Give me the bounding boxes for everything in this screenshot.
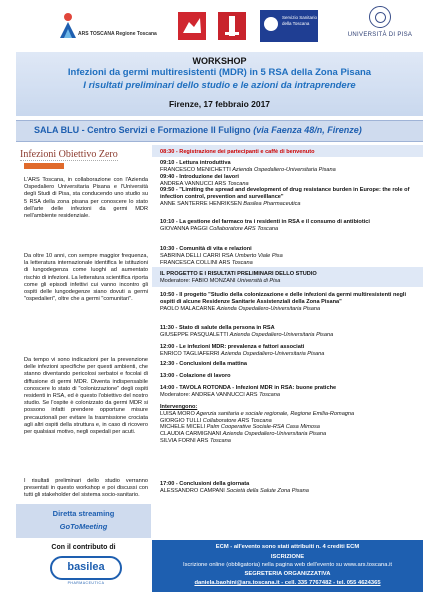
ecm-footer: [152, 540, 423, 592]
program-item-title: 11:30 - Stato di salute della persona in RSA: [160, 325, 275, 331]
contribution-label: Con il contributo di: [51, 544, 116, 551]
program-item-speaker: [160, 306, 422, 313]
program-item-speaker: [160, 411, 422, 418]
speaker-affiliation: Azienda Ospedaliero-Universitaria Pisana: [221, 431, 327, 438]
title-block: [16, 52, 423, 116]
program-item-speaker: [160, 351, 422, 358]
speaker-name: ALESSANDRO CAMPANI: [160, 487, 225, 494]
program-item: [160, 344, 422, 358]
speaker-affiliation: Toscana: [257, 391, 281, 398]
program-item: [160, 481, 422, 495]
program-item-speaker: [160, 167, 422, 174]
speaker-affiliation: Toscana: [230, 259, 253, 266]
program-item-title: Intervengono:: [160, 404, 198, 410]
speaker-affiliation: Umberto Viale Pisa: [233, 252, 283, 259]
iz-title: Infezioni Obiettivo Zero: [20, 149, 118, 160]
speaker-name: ANNE SANTERRE HENRIKSEN: [160, 200, 242, 207]
venue-name: SALA BLU - Centro Servizi e Formazione Il Fuligno: [34, 125, 251, 135]
sst-label: Servizio Sanitario della Toscana: [282, 15, 318, 26]
program-item-title: 13:00 - Colazione di lavoro: [160, 373, 231, 379]
event-date: Firenze, 17 febbraio 2017: [168, 99, 271, 109]
program-item: [160, 404, 422, 445]
program-item-title: 14:00 - TAVOLA ROTONDA - Infezioni MDR in RSA: buone pratiche: [160, 385, 337, 391]
speaker-affiliation: Toscana: [208, 437, 231, 444]
logo-strip: [0, 0, 439, 52]
iz-subtitle-badge: [24, 163, 64, 169]
intro-paragraph-3: Da tempo vi sono indicazioni per la prevenzione delle infezioni specifiche per questi ambienti, che stanno diventando pericolosi serbatoi e focolai di diffusione di germi MDR. Diventa indispensabile conoscere lo stato di "colonizzazione" degli ospiti residenti in RSA, ed è questo l'obiettivo del nostro studio. Se l'ospite è colonizzato da germi MDR si possono infatti prendere opportune misure precauzionali per evitare la trasmissione crociata agli altri ospiti della struttura e, in caso di ricovero per qualsiasi motivo, negli ospedali per acuti.: [24, 357, 148, 436]
tower-icon: [218, 12, 246, 40]
speaker-name: SILVIA FORNI ARS: [160, 437, 209, 444]
program-item-speaker: [160, 260, 422, 267]
event-subtitle: I risultati preliminari dello studio e le azioni da intraprendere: [83, 80, 356, 91]
unipi-seal-icon: [369, 6, 391, 28]
speaker-affiliation: Agenzia sanitaria e sociale regionale, Regione Emilia-Romagna: [194, 410, 355, 417]
speaker-name: GIOVANNA PAGGI: [160, 225, 208, 232]
program-item-title: 17:00 - Conclusioni della giornata: [160, 481, 250, 487]
program-item: [160, 187, 422, 207]
pegasus-icon: [178, 12, 206, 40]
aoup-red-logo: [218, 12, 246, 40]
venue-address: (via Faenza 48/n, Firenze): [253, 125, 362, 135]
basilea-logo: [50, 556, 122, 580]
secretariat-contact[interactable]: daniela.baohini@ars.toscana.it - cell. 335 7767482 - tel. 055 4624365: [194, 580, 381, 586]
program-item-title: 10:30 - Comunità di vita e relazioni: [160, 246, 252, 252]
speaker-affiliation: Azienda Ospedaliero-Universitaria Pisana: [228, 331, 334, 338]
program-item-speaker: [160, 253, 422, 260]
speaker-affiliation: Palm Cooperative Sociale-RSA Casa Mimosa: [205, 424, 320, 431]
program-item: [160, 219, 422, 233]
speaker-affiliation: Basilea Pharmaceutica: [241, 200, 301, 207]
program-item-title: 09:40 - Introduzione dei lavori: [160, 174, 239, 180]
speaker-name: PAOLO MALACARNE: [160, 305, 216, 312]
streaming-platform: GoToMeeting: [59, 522, 108, 531]
intro-paragraph-1: L'ARS Toscana, in collaborazione con l'Azienda Ospedaliero Universitaria Pisana e l'Università degli Studi di Pisa, sta conducendo uno studio su 5 RSA della zona pisana per conoscere lo stato dell'arte delle infezioni da germi MDR nell'ambiente residenziale.: [24, 177, 148, 220]
sst-blue-logo: [260, 10, 318, 42]
program-item: [160, 246, 422, 266]
speaker-affiliation: Collaboratore ARS Toscana: [207, 225, 279, 232]
unipi-logo: [345, 6, 415, 46]
program-item: [160, 160, 422, 174]
program-item-speaker: [160, 431, 422, 438]
program-item-title: 12:30 - Conclusioni della mattina: [160, 361, 248, 367]
streaming-label: Diretta streaming: [52, 509, 115, 518]
speaker-name: LUISA MORO: [160, 410, 195, 417]
basilea-brand: basilea: [67, 561, 105, 573]
speaker-affiliation: Collaboratore ARS Toscana: [201, 417, 272, 424]
registration-heading: ISCRIZIONE: [270, 554, 305, 560]
program-item-speaker: [160, 488, 422, 495]
intro-paragraph-4: I risultati preliminari dello studio verranno presentati in questo workshop e poi discussi con tutti gli stakeholder del sistema socio-sanitario.: [24, 478, 148, 499]
program-item-title: 08:30 - Registrazione dei partecipanti e caffè di benvenuto: [160, 149, 315, 155]
speaker-affiliation: Azienda Ospedaliero-Universitaria Pisana: [219, 350, 325, 357]
speaker-name: Moderatore: ANDREA VANNUCCI ARS: [160, 391, 258, 398]
speaker-name: ENRICO TAGLIAFERRI: [160, 350, 220, 357]
ecm-credits: ECM - all'evento sono stati attribuiti n. 4 crediti ECM: [215, 544, 360, 550]
program-item-title: 10:10 - La gestione del farmaco tra i residenti in RSA e il consumo di antibiotici: [160, 219, 370, 225]
program-item-speaker: [160, 424, 422, 431]
secretariat-heading: SEGRETERIA ORGANIZZATIVA: [244, 571, 331, 577]
program-item-speaker: [160, 392, 422, 399]
speaker-name: CLAUDIA CARMIGNANI: [160, 431, 222, 438]
program-item-speaker: [160, 332, 422, 339]
speaker-affiliation: Azienda Ospedaliero-Universitaria Pisana: [215, 305, 321, 312]
speaker-name: GIORGIO TULLI: [160, 417, 202, 424]
speaker-affiliation: Azienda Ospedaliero-Universitaria Pisana: [230, 166, 336, 173]
intro-paragraph-2: Da oltre 10 anni, con sempre maggior frequenza, la letteratura internazionale identifica le istituzioni di lungodegenza come luoghi ad aumentato rischio di infezioni. La letteratura scientifica riporta come gli episodi infettivi cui vanno incontro gli ospiti delle lungodegenze siano dovuti a germi "ospedalieri", oltre che a germi "comunitari".: [24, 253, 148, 303]
speaker-name: MICHELE MICELI: [160, 424, 206, 431]
program-item-speaker: [160, 226, 422, 233]
speaker-name: GIUSEPPE PASQUALETTI: [160, 331, 229, 338]
event-title: Infezioni da germi multiresistenti (MDR) in 5 RSA della Zona Pisana: [67, 67, 372, 78]
program-column: [152, 145, 423, 523]
program-item-title: 09:50 - "Limiting the spread and development of drug resistance burden in Europe: the role of infection control, prevention and surveillance": [160, 187, 410, 200]
program-item-speaker: [160, 438, 422, 445]
registration-info: Iscrizione online (obbligatoria) nella pagina web dell'evento su www.ars.toscana.it: [183, 562, 392, 568]
program-item-title: 09:10 - Lettura introduttiva: [160, 160, 231, 166]
ars-toscana-logo: [56, 12, 157, 40]
workshop-label: WORKSHOP: [192, 56, 247, 66]
speaker-name: ANDREA VANNUCCI ARS: [160, 180, 227, 187]
basilea-subtext: PHARMACEUTICA: [67, 581, 105, 585]
program-item: [160, 373, 422, 380]
program-item-title: 10:50 - Il progetto "Studio della colonizzazione e delle infezioni da germi multiresistenti negli ospiti di alcune Residenze Sanitarie Assistenziali della Zona Pisana": [160, 292, 407, 305]
program-item: [160, 385, 422, 399]
speaker-name: FRANCESCA COLLINI ARS: [160, 259, 231, 266]
program-item-speaker: [160, 201, 422, 208]
regione-red-logo: [178, 12, 206, 40]
speaker-affiliation: Università di Pisa: [235, 277, 281, 284]
speaker-affiliation: Toscana: [226, 180, 249, 187]
program-item-speaker: [160, 418, 422, 425]
venue-text: [34, 125, 362, 135]
program-item: [160, 292, 422, 312]
speaker-name: FRANCESCO MENICHETTI: [160, 166, 231, 173]
speaker-name: SABRINA DELLI CARRI RSA: [160, 252, 234, 259]
program-item: [160, 361, 422, 368]
program-item: [160, 174, 422, 188]
program-item-title: IL PROGETTO E I RISULTATI PRELIMINARI DELLO STUDIO: [160, 271, 317, 277]
sst-star-icon: [264, 17, 278, 31]
program-item-title: 12:00 - Le infezioni MDR: prevalenza e fattori associati: [160, 344, 305, 350]
program-item: [160, 271, 422, 285]
ars-mark-icon: [56, 12, 80, 38]
streaming-box: [16, 504, 151, 538]
speaker-affiliation: Società della Salute Zona Pisana: [224, 487, 309, 494]
speaker-name: Moderatore: FABIO MONZANI: [160, 277, 236, 284]
program-item-speaker: [160, 278, 422, 285]
program-item: [160, 149, 422, 156]
unipi-name: UNIVERSITÀ DI PISA: [347, 32, 413, 38]
program-item: [160, 325, 422, 339]
intro-column: [16, 145, 151, 537]
venue-bar: [16, 120, 423, 142]
ars-logo-text: ARS TOSCANA Regione Toscana: [78, 31, 157, 37]
